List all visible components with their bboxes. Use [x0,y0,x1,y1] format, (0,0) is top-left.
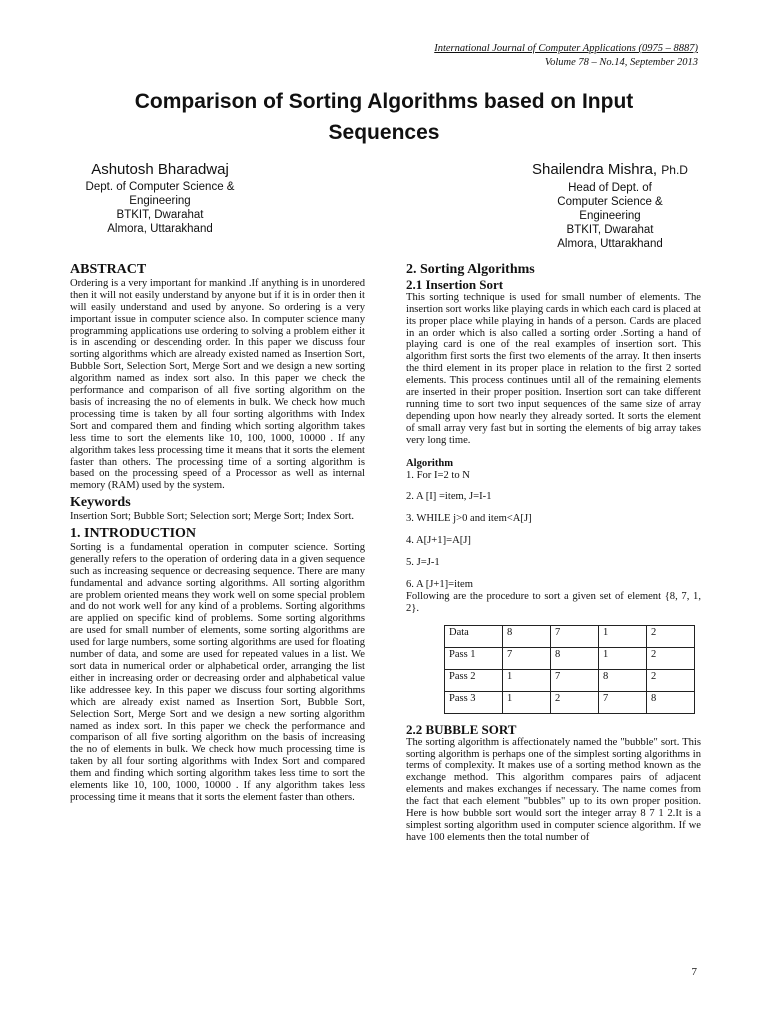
table-row [445,691,695,713]
author-affiliation-line: Engineering [129,195,191,207]
table-cell: Pass 3 [445,691,503,713]
table-cell: 8 [647,691,695,713]
left-column [70,264,365,804]
table-row [445,647,695,669]
algorithm-step: 3. WHILE j>0 and item<A[J] [406,513,532,525]
table-cell: 1 [503,691,551,713]
table-cell: 7 [551,625,599,647]
author-name: Ashutosh Bharadwaj [91,161,229,178]
bubble-sort-text: The sorting algorithm is affectionately named the "bubble" sort. This sorting algorithm is perhaps one of the simplest sorting algorithms in terms of complexity. It makes use of a sorting method known as the exchange method. This algorithm compares pairs of adjacent elements and makes exchanges if necessary. The name comes from the fact that each element "bubbles" up to its own proper position. Here is how bubble sort would sort the integer array 8 7 1 2.It is a simplest sorting algorithm used in computer science algorithm. If we have 100 elements then the total number of [406,736,701,843]
algorithm-step: 2. A [I] =item, J=I-1 [406,491,492,503]
paper-title [70,86,698,148]
journal-volume: Volume 78 – No.14, September 2013 [544,57,698,68]
author-affiliation-line: BTKIT, Dwarahat [116,209,204,221]
introduction-heading: 1. INTRODUCTION [70,526,197,542]
table-cell: 1 [599,625,647,647]
page-number: 7 [691,966,697,978]
table-cell: 8 [503,625,551,647]
table-cell: 8 [551,647,599,669]
author-name: Shailendra Mishra, [532,161,658,178]
insertion-sort-text: This sorting technique is used for small number of elements. The insertion sort works like playing cards in which each card is placed at its proper place while playing in hands of a person. Cards are placed in an order which is also called a sorting order .Sorting a hand of playing card is one of the real examples of insertion sort. This algorithm first sorts the first two elements of the array. It then inserts the third element in its proper place in relation to the first 2 sorted elements. This process continues until all of the remaining elements are inserted in their proper position. Insertion sort can take different running time to sort two input sequences of the same size of array depending upon how nearly they already sorted. It sorts the element of small array very fast but in sorting the elements of big array takes very long time. [406,291,701,446]
table-cell: Data [445,625,503,647]
bubble-sort-heading: 2.2 BUBBLE SORT [406,721,517,737]
author-affiliation-line: Head of Dept. of [568,182,652,194]
table-cell: 7 [599,691,647,713]
insertion-sort-heading: 2.1 Insertion Sort [406,276,504,292]
author-affiliation-line: Engineering [579,210,641,222]
algorithm-step: 5. J=J-1 [406,557,440,569]
journal-name: International Journal of Computer Applications (0975 – 8887) [434,43,698,54]
table-row [445,625,695,647]
algorithm-step: 4. A[J+1]=A[J] [406,535,471,547]
table-cell: 2 [647,625,695,647]
author-block-1 [68,160,252,236]
algorithm-step: 1. For I=2 to N [406,469,470,481]
algorithm-step: 6. A [J+1]=item [406,579,473,591]
paper-title-line-1: Comparison of Sorting Algorithms based on Input [134,90,634,113]
author-affiliation-line: Dept. of Computer Science & [85,181,235,193]
procedure-text: Following are the procedure to sort a given set of element {8, 7, 1, 2}. [406,590,701,614]
keywords-text: Insertion Sort; Bubble Sort; Selection sort; Merge Sort; Index Sort. [70,511,355,523]
introduction-text: Sorting is a fundamental operation in computer science. Sorting generally refers to the operation of ordering data in a given sequence such as increasing sequence or decreasing sequence. There are many fundamental and advance sorting algorithms. All sorting algorithm are problem oriented means they work well on some special problem and do not work well for any kind of a problems. Sorting algorithms are applied on specific kind of problems. Some sorting algorithms are used for small number of elements, some sorting algorithms are used for large numbers, some sorting algorithms are used for floating number of data, and some are used for repeated values in a list. We sort data in numerical order or alphabetical order, arranging the list either in increasing order or decreasing order and alphabetical value like addressee key. In this paper we discuss four sorting algorithms which are already exist named as Insertion Sort, Bubble Sort, Selection Sort, Merge Sort and we design a new sorting algorithm named as index sort. In this paper we check the performance and comparison of all five sorting algorithm on the basis of increasing the no of elements in bulk. We check how much processing time is taken by all four sorting algorithms with Index Sort and compared them and finding which sorting algorithm takes less time to sort the elements like 10, 100, 1000, 10000 . If any algorithm takes less processing time it means that it sorts the element faster than others. [70,541,365,803]
author-block-2 [518,160,702,251]
table-cell: 7 [551,669,599,691]
table-cell: 7 [503,647,551,669]
abstract-text: Ordering is a very important for mankind .If anything is in unordered then it will not easily understand by anyone but if it is in order then it will easily understand and used by anyone. So ordering is a very important issue in computer science also. In computer science many programming applications use ordering to solving a problem either it is in ascending or descending order. In this paper we discuss four sorting algorithms which are already existed named as Insertion Sort, Bubble Sort, Selection Sort, Merge Sort and we design a new sorting algorithm named as index sort also. In this paper we check the performance and comparison of all five sorting algorithm on the basis of increasing the no of elements in bulk. We check how much processing time is taken by all four sorting algorithms with Index Sort and compared them and finding which sorting algorithm takes less time to sort the elements like 10, 100, 1000, 10000 . If any algorithm takes less processing time it means that it sorts the element faster than others. The processing time of a sorting algorithm is based on the processing speed of a Processor as well as internal memory (RAM) used by the system. [70,277,365,492]
algorithm-title: Algorithm [406,457,454,469]
table-cell: 2 [647,669,695,691]
author-affiliation-line: Computer Science & [557,196,663,208]
table-cell: 8 [599,669,647,691]
paper-title-line-2: Sequences [328,121,440,144]
author-affiliation-line: Almora, Uttarakhand [107,223,213,235]
keywords-heading: Keywords [70,495,131,511]
table-cell: Pass 1 [445,647,503,669]
table-cell: 2 [551,691,599,713]
abstract-heading: ABSTRACT [70,262,147,277]
table-cell: 2 [647,647,695,669]
table-cell: Pass 2 [445,669,503,691]
table-row [445,669,695,691]
author-affiliation-line: BTKIT, Dwarahat [566,224,654,236]
sorting-algorithms-heading: 2. Sorting Algorithms [406,262,535,277]
table-cell: 1 [599,647,647,669]
table-cell: 1 [503,669,551,691]
journal-header [434,42,698,70]
author-affiliation-line: Almora, Uttarakhand [557,238,663,250]
right-column [406,264,701,844]
author-degree: Ph.D [661,163,688,177]
insertion-sort-table [444,625,695,714]
